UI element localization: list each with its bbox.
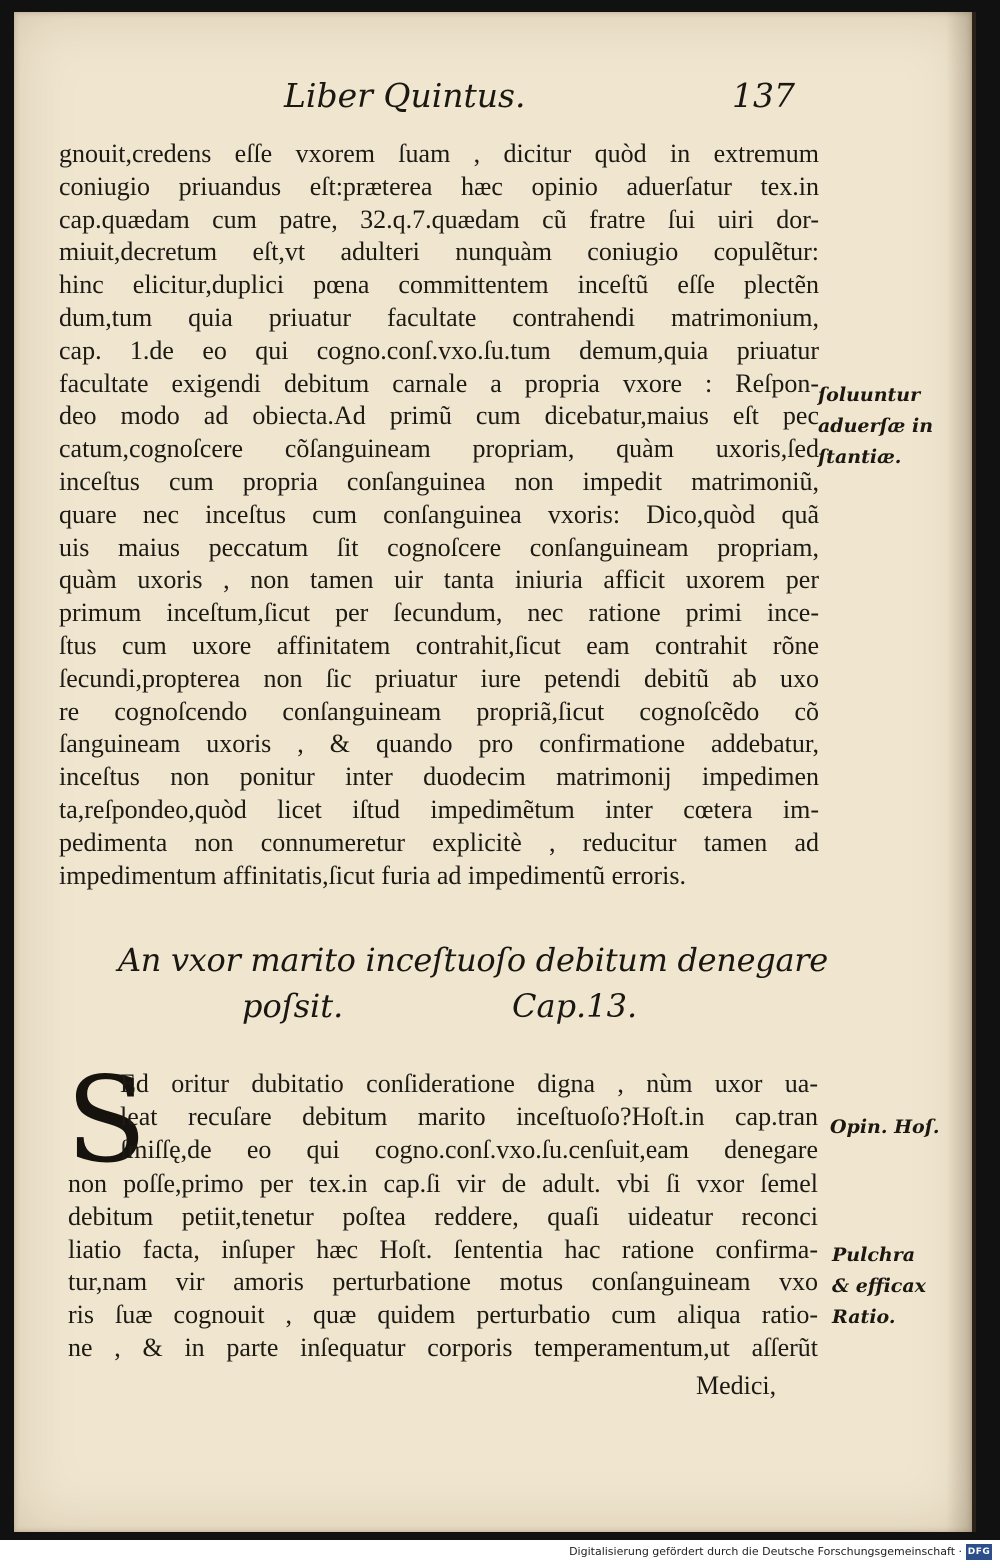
- text-line: dum,tum quia priuatur facultate contrahendi matrimonium,: [59, 302, 819, 332]
- body-text: [59, 138, 819, 892]
- text-line: impedimentum affinitatis,ſicut furia ad impedimentũ erroris.: [59, 860, 686, 890]
- margin-note-pulchra: [832, 1240, 926, 1333]
- text-line: ſecundi,propterea non ſic priuatur iure petendi debitũ ab uxo: [59, 663, 819, 693]
- margin-note-line: aduerſæ in: [818, 415, 934, 437]
- text-line: ſanguineam uxoris , & quando pro confirmatione addebatur,: [59, 729, 819, 759]
- margin-note-line: Pulchra: [832, 1244, 916, 1266]
- text-line: ris ſuæ cognouit , quæ quidem perturbatio cum aliqua ratio-: [68, 1300, 818, 1330]
- text-line: ne , & in parte inſequatur corporis temperamentum,ut aſſerũt: [68, 1332, 818, 1362]
- text-line: primum inceſtum,ſicut per ſecundum, nec ratione primi ince-: [59, 598, 819, 628]
- chapter-title-continued: poſsit.: [242, 987, 344, 1025]
- page-number: 137: [732, 76, 795, 115]
- text-line: pedimenta non connumeretur explicitè , reducitur tamen ad: [59, 827, 819, 857]
- catchword: Medici,: [696, 1371, 777, 1400]
- text-line: inceſtus cum propria conſanguinea non impedit matrimoniũ,: [59, 466, 819, 496]
- text-line: gnouit,credens eſſe vxorem ſuam , dicitur quòd in extremum: [59, 139, 819, 168]
- footer-bar: [0, 1540, 1000, 1566]
- chapter-heading: [118, 938, 828, 1030]
- margin-note-line: ſtantiæ.: [818, 446, 902, 468]
- text-line: liatio facta, inſuper hæc Hoſt. ſententia hac ratione confirma-: [68, 1234, 818, 1264]
- text-line: ſmiſſę,de eo qui cogno.conſ.vxo.ſu.cenſuit,eam denegare: [120, 1134, 818, 1164]
- text-line: coniugio priuandus eſt:præterea hæc opinio aduerſatur tex.in: [59, 171, 819, 201]
- text-line: inceſtus non ponitur inter duodecim matrimonij impedimen: [59, 762, 819, 792]
- text-line: tur,nam vir amoris perturbatione motus conſanguineam vxo: [68, 1267, 818, 1297]
- chapter-text-indented: [120, 1068, 818, 1166]
- text-line: quàm uxoris , non tamen uir tanta iniuria afficit uxorem per: [59, 565, 819, 595]
- text-line: cap. 1.de eo qui cogno.conſ.vxo.ſu.tum demum,quia priuatur: [59, 335, 819, 365]
- chapter-number: Cap.13.: [512, 987, 638, 1025]
- margin-note-line: ſoluuntur: [818, 384, 921, 406]
- chapter-title: An vxor marito inceſtuoſo debitum denegare: [118, 941, 828, 979]
- dfg-logo-icon: DFG: [966, 1544, 992, 1560]
- text-line: cap.quædam cum patre, 32.q.7.quædam cũ fratre ſui uiri dor-: [59, 204, 819, 234]
- margin-note-soluuntur: [818, 380, 933, 473]
- margin-note-line: & efficax: [832, 1275, 926, 1297]
- text-line: deo modo ad obiecta.Ad primũ cum dicebatur,maius eſt pec: [59, 401, 819, 431]
- text-line: re cognoſcendo conſanguineam propriã,ſicut cognoſcẽdo cõ: [59, 696, 819, 726]
- footer-credit: Digitalisierung gefördert durch die Deutsche Forschungsgemeinschaft ·: [569, 1545, 962, 1558]
- text-line: catum,cognoſcere cõſanguineam propriam, quàm uxoris,ſed: [59, 434, 819, 464]
- drop-cap-initial: S: [66, 1051, 147, 1189]
- text-line: miuit,decretum eſt,vt adulteri nunquàm coniugio copulẽtur:: [59, 237, 819, 267]
- chapter-title-line2: [118, 982, 778, 1030]
- margin-note-line: Opin. Hoſ.: [830, 1116, 940, 1138]
- text-line: leat recuſare debitum marito inceſtuoſo?Hoſt.in cap.tran: [120, 1101, 818, 1131]
- text-line: non poſſe,primo per tex.in cap.ſi vir de adult. vbi ſi vxor ſemel: [68, 1169, 818, 1198]
- text-line: hinc elicitur,duplici pœna committentem inceſtũ eſſe plectẽn: [59, 270, 819, 300]
- margin-note-line: Ratio.: [832, 1306, 896, 1328]
- text-line: debitum petiit,tenetur poſtea reddere, quaſi uideatur reconci: [68, 1201, 818, 1231]
- text-line: quare nec inceſtus cum conſanguinea vxoris: Dico,quòd quã: [59, 499, 819, 529]
- chapter-text: [68, 1168, 818, 1365]
- running-title: Liber Quintus.: [284, 76, 526, 115]
- text-line: ſtus cum uxore affinitatem contrahit,ſicut eam contrahit rõne: [59, 630, 819, 660]
- text-line: facultate exigendi debitum carnale a propria vxore : Reſpon-: [59, 368, 819, 398]
- text-line: Ed oritur dubitatio conſideratione digna , nùm uxor ua-: [120, 1069, 818, 1098]
- margin-note-opinion: [830, 1112, 940, 1143]
- text-line: ta,reſpondeo,quòd licet iſtud impedimẽtum inter cœtera im-: [59, 794, 819, 824]
- running-head: [270, 76, 810, 124]
- text-line: uis maius peccatum ſit cognoſcere conſanguineam propriam,: [59, 532, 819, 562]
